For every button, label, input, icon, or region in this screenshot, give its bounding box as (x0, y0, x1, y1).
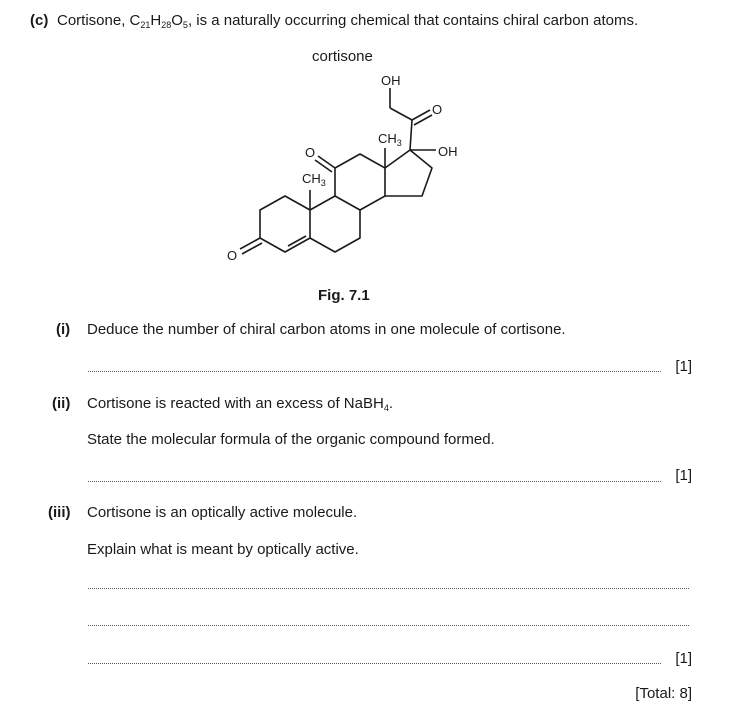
question-iii-number: (iii) (48, 504, 71, 521)
part-c-statement: Cortisone, $C_{21}H_{28}O_5$, is a naturally occurring chemical that contains chiral carbon atoms. (57, 12, 639, 30)
label-o-bottom: O (227, 248, 238, 263)
ch2-bond (390, 108, 412, 120)
cortisone-structure (0, 0, 742, 300)
c3-co-1 (240, 238, 260, 249)
answer-line-iii-1[interactable] (88, 588, 689, 589)
mark-ii: [1] (675, 467, 692, 484)
figure-title: cortisone (312, 48, 373, 65)
figure-caption: Fig. 7.1 (318, 287, 370, 304)
ring-d (385, 150, 432, 196)
answer-line-ii[interactable] (88, 481, 661, 482)
question-i-number: (i) (56, 321, 71, 338)
question-ii-text-a: Cortisone is reacted with an excess of NaBH$_4$. (87, 395, 393, 413)
side-chain-bond (410, 120, 412, 150)
label-ch3-upper: $CH_3$ (378, 131, 402, 148)
part-label: (c) (30, 12, 49, 29)
label-oh-top: OH (381, 73, 401, 88)
question-i-text: Deduce the number of chiral carbon atoms in one molecule of cortisone. (87, 321, 566, 338)
answer-line-iii-2[interactable] (88, 625, 689, 626)
total-marks: [Total: 8] (635, 685, 692, 702)
question-iii-text-b: Explain what is meant by optically active. (87, 541, 359, 558)
question-iii-text-a: Cortisone is an optically active molecule. (87, 504, 358, 521)
ring-a (260, 196, 310, 252)
label-oh-right: OH (438, 144, 458, 159)
ring-c (335, 154, 385, 210)
answer-line-iii-3[interactable] (88, 663, 661, 664)
answer-line-i[interactable] (88, 371, 661, 372)
question-ii-number: (ii) (52, 395, 71, 412)
mark-iii: [1] (675, 650, 692, 667)
c3-co-2 (242, 243, 262, 254)
label-o-left: O (305, 145, 316, 160)
c11-co-1 (318, 156, 335, 168)
label-ch3-lower: $CH_3$ (302, 171, 326, 188)
question-ii-text-b: State the molecular formula of the organic compound formed. (87, 431, 495, 448)
label-o-ketone: O (432, 102, 443, 117)
mark-i: [1] (675, 358, 692, 375)
ring-b (310, 196, 360, 252)
